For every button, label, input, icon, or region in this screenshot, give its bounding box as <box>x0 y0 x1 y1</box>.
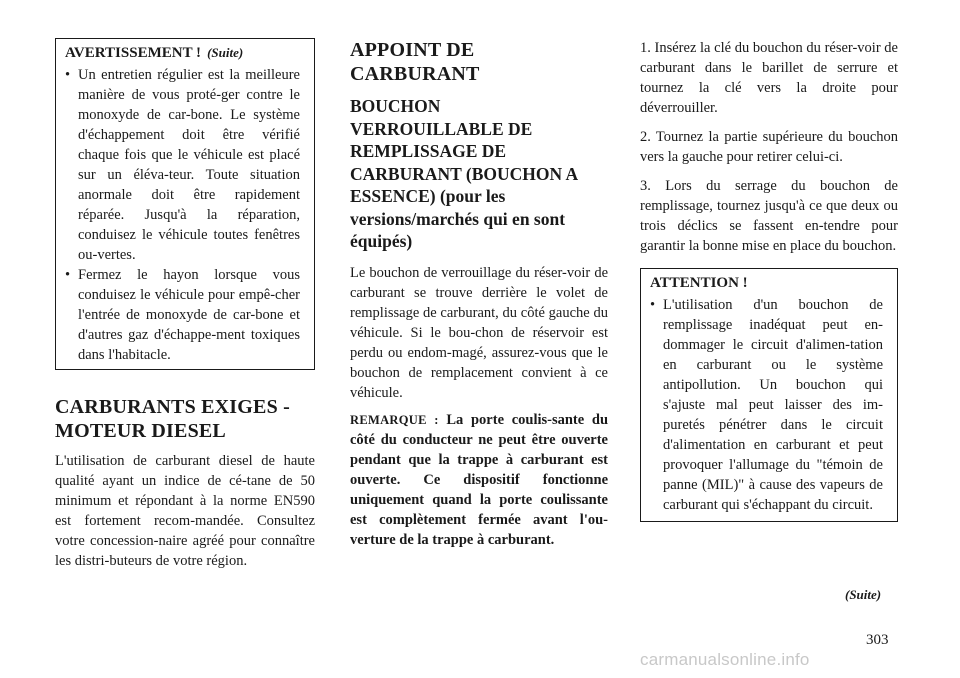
diesel-paragraph: L'utilisation de carburant diesel de haute qualité ayant un indice de cé-tane de 50 minimum et répondant à la norme EN590 est fortement recom-mandée. Consultez votre concession-naire agréé pour connaître les distri-buteurs de votre région. <box>55 453 315 569</box>
step-2: 2. Tournez la partie supérieure du bouchon vers la gauche pour retirer celui-ci. <box>640 129 898 165</box>
attention-box <box>640 268 898 522</box>
column-right <box>640 38 898 522</box>
note-text: La porte coulis-sante du côté du conducteur ne peut être ouverte pendant que la trappe à carburant est ouverte. Ce dispositif fonctionne uniquement quand la porte coulissante est complètement fermée avant l'ou-verture de la trappe à carburant. <box>350 411 609 548</box>
column-left <box>55 38 315 571</box>
sliding-door-note <box>350 410 608 550</box>
warning-title <box>65 43 300 63</box>
continued-label: (Suite) <box>845 587 882 602</box>
warning-item: • Un entretien régulier est la meilleure manière de vous proté-ger contre le monoxyde de car-bone. Le système d'échappement doit être vérifié chaque fois que le véhicule est placé sur un éléva-teur. Toute situation anormale doit être rapidement réparée. Jusqu'à la réparation, conduisez le véhicule toutes fenêtres ou-vertes. <box>65 65 300 265</box>
step-1: 1. Insérez la clé du bouchon du réser-voir de carburant dans le barillet de serrure et tournez la clé vers la droite pour déverrouiller. <box>640 40 898 116</box>
attention-title: ATTENTION ! <box>650 275 748 291</box>
warning-title-text: AVERTISSEMENT ! <box>65 45 202 61</box>
warning-suite-label: (Suite) <box>207 45 244 60</box>
fuel-cap-paragraph: Le bouchon de verrouillage du réser-voir de carburant se trouve derrière le volet de remplissage de carburant, du côté gauche du véhicule. Si le bou-chon de réservoir est perdu ou endom-magé, assurez-vous que le bouchon de remplacement convient à ce véhicule. <box>350 264 608 401</box>
warning-item: • Fermez le hayon lorsque vous conduisez le véhicule pour empê-cher l'entrée de monoxyde de car-bone et d'autres gaz d'échappe-ment toxiques dans l'habitacle. <box>65 265 300 365</box>
fuel-cap-subheading: BOUCHON VERROUILLABLE DE REMPLISSAGE DE CARBURANT (BOUCHON A ESSENCE) (pour les versions/marchés qui en sont équipés) <box>350 96 578 251</box>
column-middle <box>350 38 608 550</box>
watermark: carmanualsonline.info <box>640 650 810 669</box>
attention-item: • L'utilisation d'un bouchon de remplissage inadéquat peut en-dommager le circuit d'alimen-tation en carburant ou le système antipollution. Un bouchon qui s'ajuste mal peut laisser des im-puretés pénétrer dans le circuit d'alimentation en carburant et peut provoquer l'allumage du "témoin de panne (MIL)" à cause des vapeurs de carburant qui s'échappant du circuit. <box>650 295 883 515</box>
page-number: 303 <box>866 632 889 648</box>
warning-list <box>65 65 300 365</box>
note-lead: REMARQUE : <box>350 412 439 427</box>
diesel-heading: CARBURANTS EXIGES - MOTEUR DIESEL <box>55 396 290 442</box>
refuel-heading: APPOINT DE CARBURANT <box>350 39 480 85</box>
step-3: 3. Lors du serrage du bouchon de remplissage, tournez jusqu'à ce que deux ou trois déclics se fassent en-tendre pour garantir la bonne mise en place du bouchon. <box>640 178 898 254</box>
attention-list <box>650 295 883 515</box>
warning-box <box>55 38 315 370</box>
